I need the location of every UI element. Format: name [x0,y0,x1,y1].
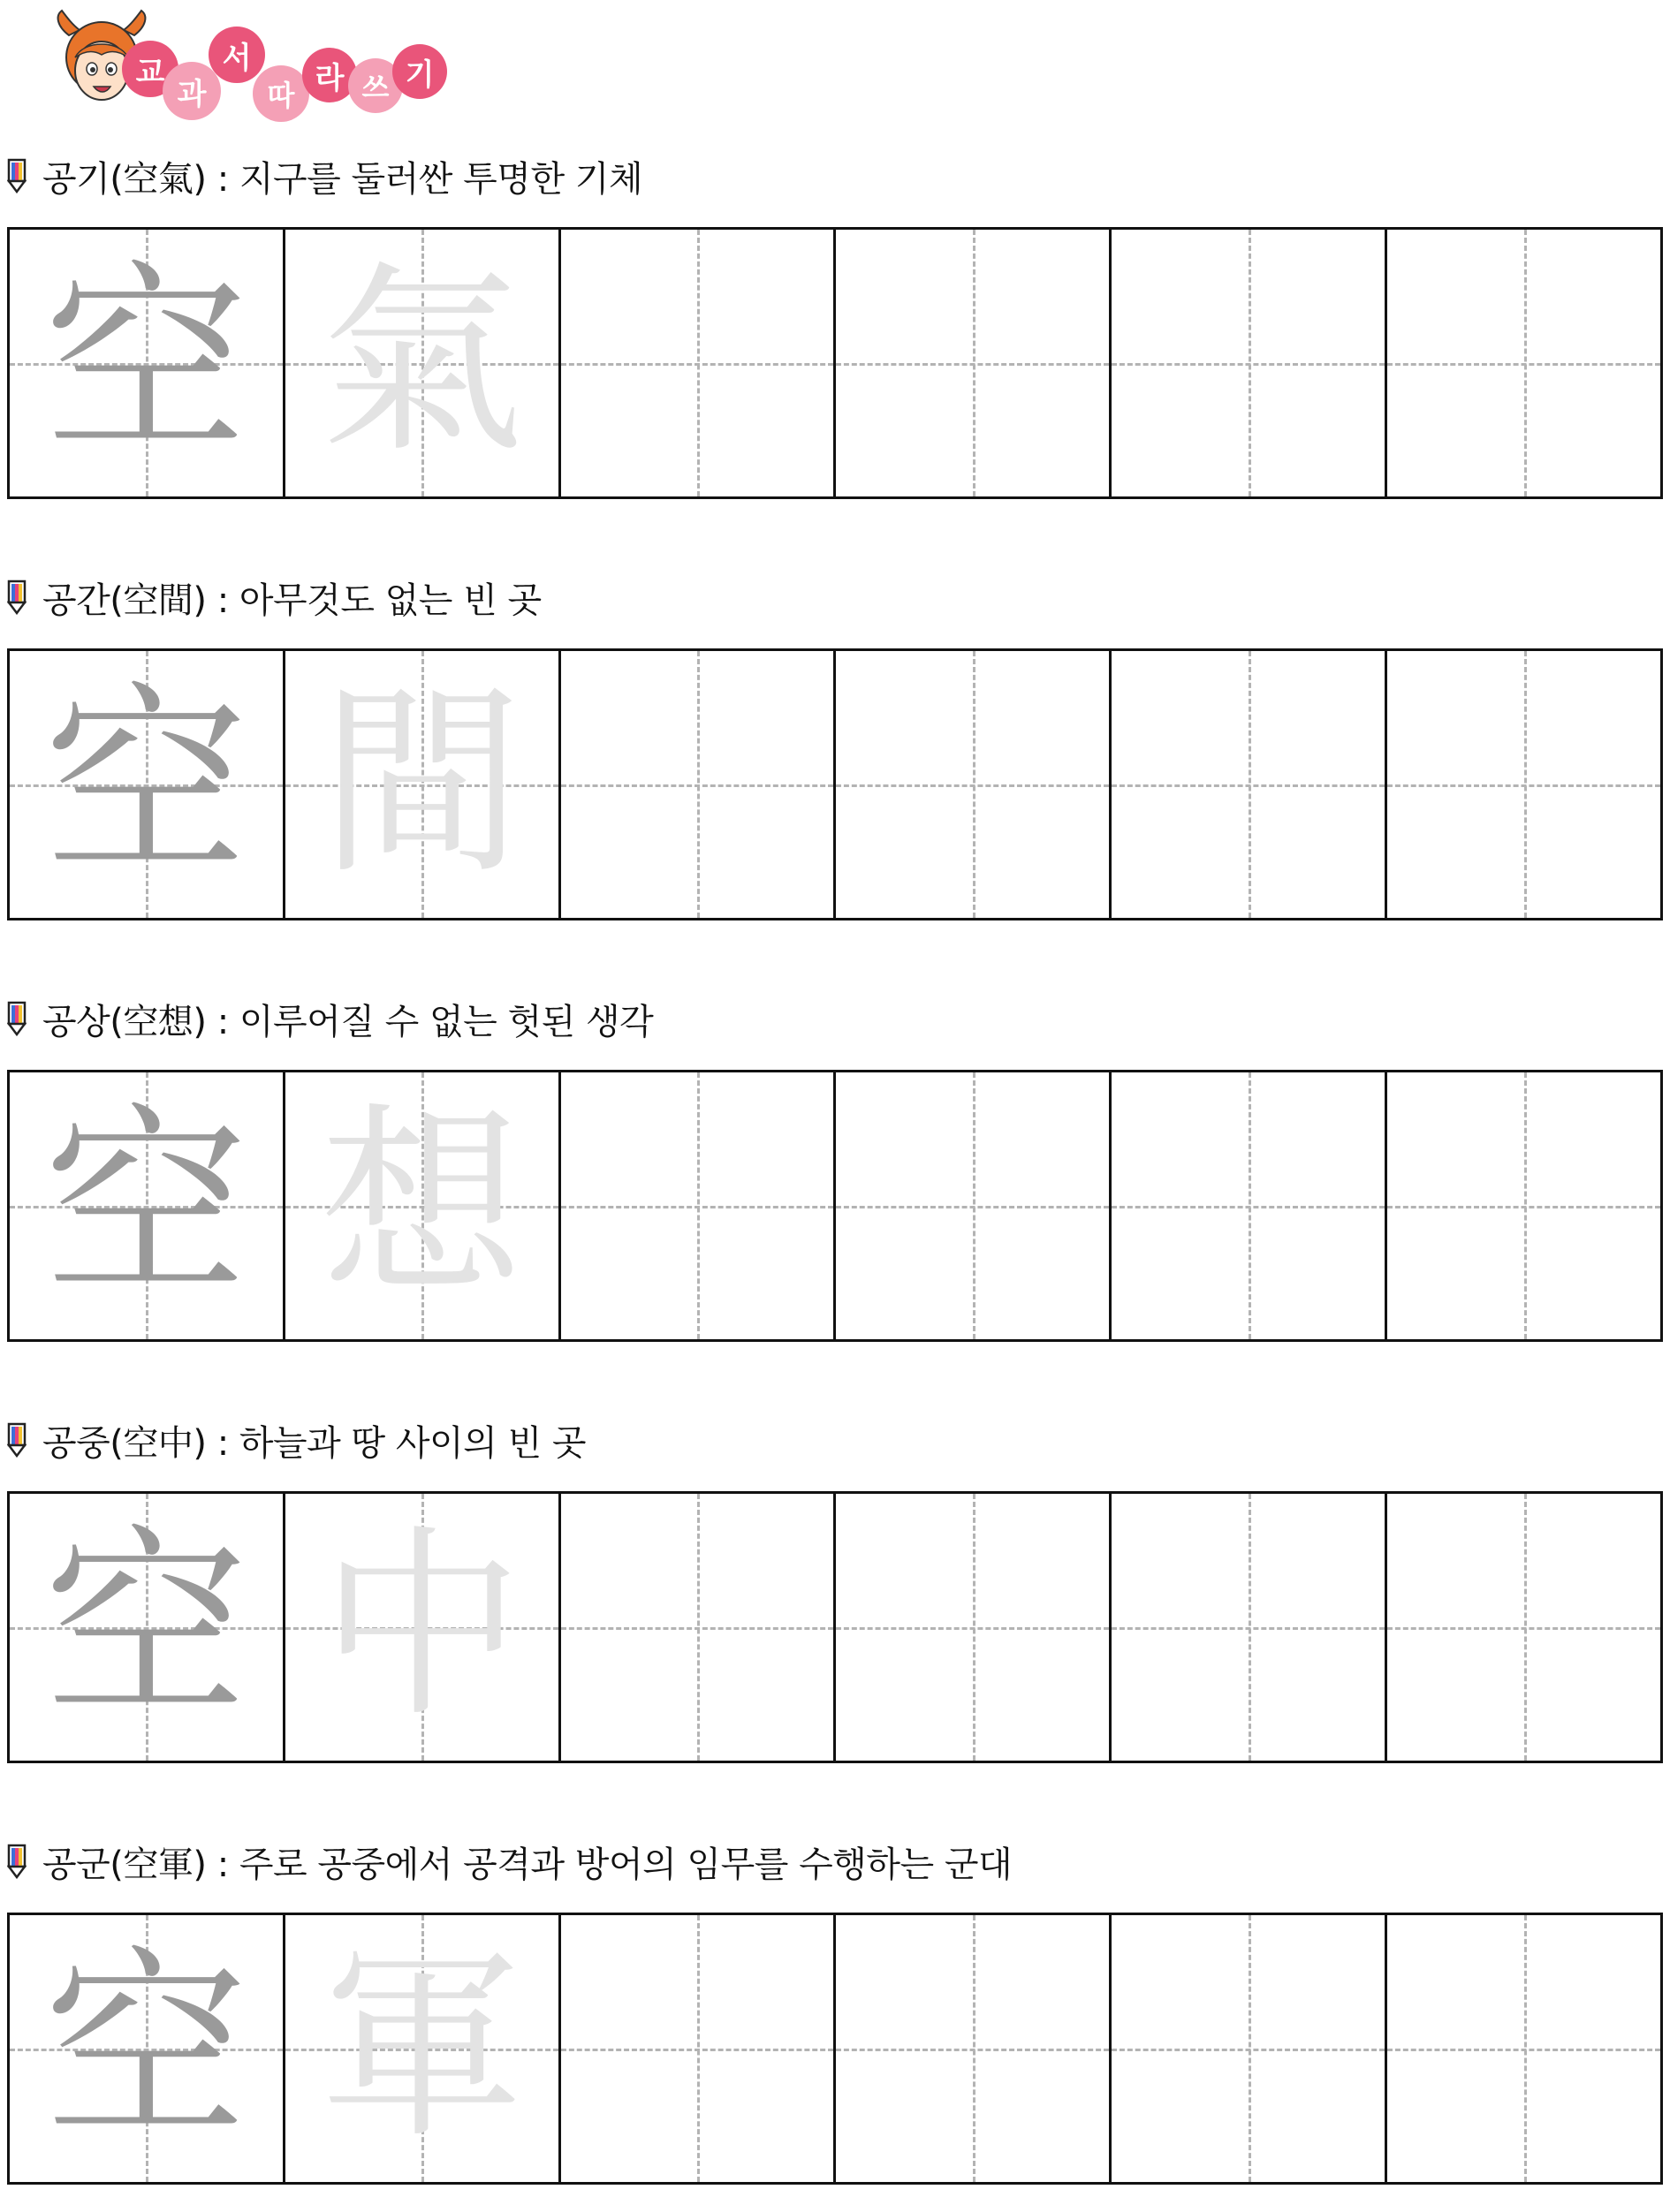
word-section [0,1420,1670,1791]
model-cell [10,1915,285,2182]
practice-cell[interactable] [1112,1915,1387,2182]
center-guide-horizontal [561,784,834,787]
center-guide-horizontal [836,1627,1109,1630]
logo-char-2: 과 [163,62,221,120]
word-definition: 공중(空中) : 하늘과 땅 사이의 빈 곳 [42,1422,587,1464]
practice-cell[interactable] [836,651,1112,918]
center-guide-horizontal [1112,1206,1385,1208]
center-guide-horizontal [836,363,1109,366]
logo-char-7: 기 [392,44,447,99]
word-heading [7,1420,587,1464]
pencil-icon [7,1844,27,1879]
pencil-icon [7,580,27,615]
practice-cell[interactable] [1387,651,1660,918]
trace-cell [285,1494,561,1761]
practice-cell[interactable] [561,651,837,918]
pencil-icon [7,158,27,193]
pencil-icon [7,1001,27,1036]
model-cell [10,1494,285,1761]
center-guide-horizontal [1387,1206,1660,1208]
practice-cell[interactable] [561,1915,837,2182]
trace-character: 氣 [320,245,524,481]
trace-character: 軍 [320,1930,524,2166]
practice-cell[interactable] [1387,1494,1660,1761]
practice-cell[interactable] [836,1072,1112,1339]
logo-char-4: 따 [253,65,309,122]
word-definition: 공군(空軍) : 주로 공중에서 공격과 방어의 임무를 수행하는 군대 [42,1844,1013,1885]
practice-cell[interactable] [1112,1494,1387,1761]
practice-cell[interactable] [1387,1072,1660,1339]
model-character: 空 [44,245,248,481]
word-definition: 공간(空間) : 아무것도 없는 빈 곳 [42,580,542,621]
model-character: 空 [44,1930,248,2166]
model-cell [10,230,285,496]
writing-grid [7,1913,1663,2185]
model-character: 空 [44,666,248,902]
center-guide-horizontal [1387,1627,1660,1630]
word-section [0,155,1670,526]
model-character: 空 [44,1509,248,1745]
trace-cell [285,651,561,918]
trace-character: 想 [320,1087,524,1323]
center-guide-horizontal [1112,784,1385,787]
trace-cell [285,230,561,496]
center-guide-horizontal [1387,784,1660,787]
practice-cell[interactable] [561,1072,837,1339]
writing-grid [7,1491,1663,1763]
practice-cell[interactable] [1387,230,1660,496]
pencil-icon [7,1422,27,1458]
word-definition: 공상(空想) : 이루어질 수 없는 헛된 생각 [42,1001,654,1042]
writing-grid [7,1070,1663,1342]
practice-cell[interactable] [561,230,837,496]
word-heading [7,1841,1013,1885]
center-guide-horizontal [561,1206,834,1208]
word-section [0,577,1670,948]
center-guide-horizontal [1387,363,1660,366]
model-character: 空 [44,1087,248,1323]
practice-cell[interactable] [1112,651,1387,918]
word-definition: 공기(空氣) : 지구를 둘러싼 투명한 기체 [42,158,643,200]
trace-cell [285,1072,561,1339]
center-guide-horizontal [1112,2049,1385,2051]
center-guide-horizontal [836,784,1109,787]
practice-cell[interactable] [1387,1915,1660,2182]
practice-cell[interactable] [1112,1072,1387,1339]
word-heading [7,998,654,1042]
practice-cell[interactable] [561,1494,837,1761]
trace-character: 中 [320,1509,524,1745]
writing-grid [7,648,1663,920]
trace-cell [285,1915,561,2182]
practice-cell[interactable] [836,1915,1112,2182]
word-heading [7,577,542,621]
logo-char-6: 쓰 [348,58,403,113]
center-guide-horizontal [836,2049,1109,2051]
model-cell [10,1072,285,1339]
logo-char-5: 라 [302,48,357,102]
writing-grid [7,227,1663,499]
logo-char-1: 교 [122,41,178,97]
word-section [0,1841,1670,2212]
practice-cell[interactable] [836,230,1112,496]
center-guide-horizontal [561,1627,834,1630]
center-guide-horizontal [1387,2049,1660,2051]
model-cell [10,651,285,918]
word-heading [7,155,643,200]
center-guide-horizontal [561,363,834,366]
practice-cell[interactable] [1112,230,1387,496]
center-guide-horizontal [561,2049,834,2051]
logo-char-3: 서 [209,27,265,83]
practice-cell[interactable] [836,1494,1112,1761]
textbook-copy-logo [53,9,495,124]
center-guide-horizontal [1112,363,1385,366]
word-section [0,998,1670,1369]
center-guide-horizontal [836,1206,1109,1208]
center-guide-horizontal [1112,1627,1385,1630]
trace-character: 間 [320,666,524,902]
